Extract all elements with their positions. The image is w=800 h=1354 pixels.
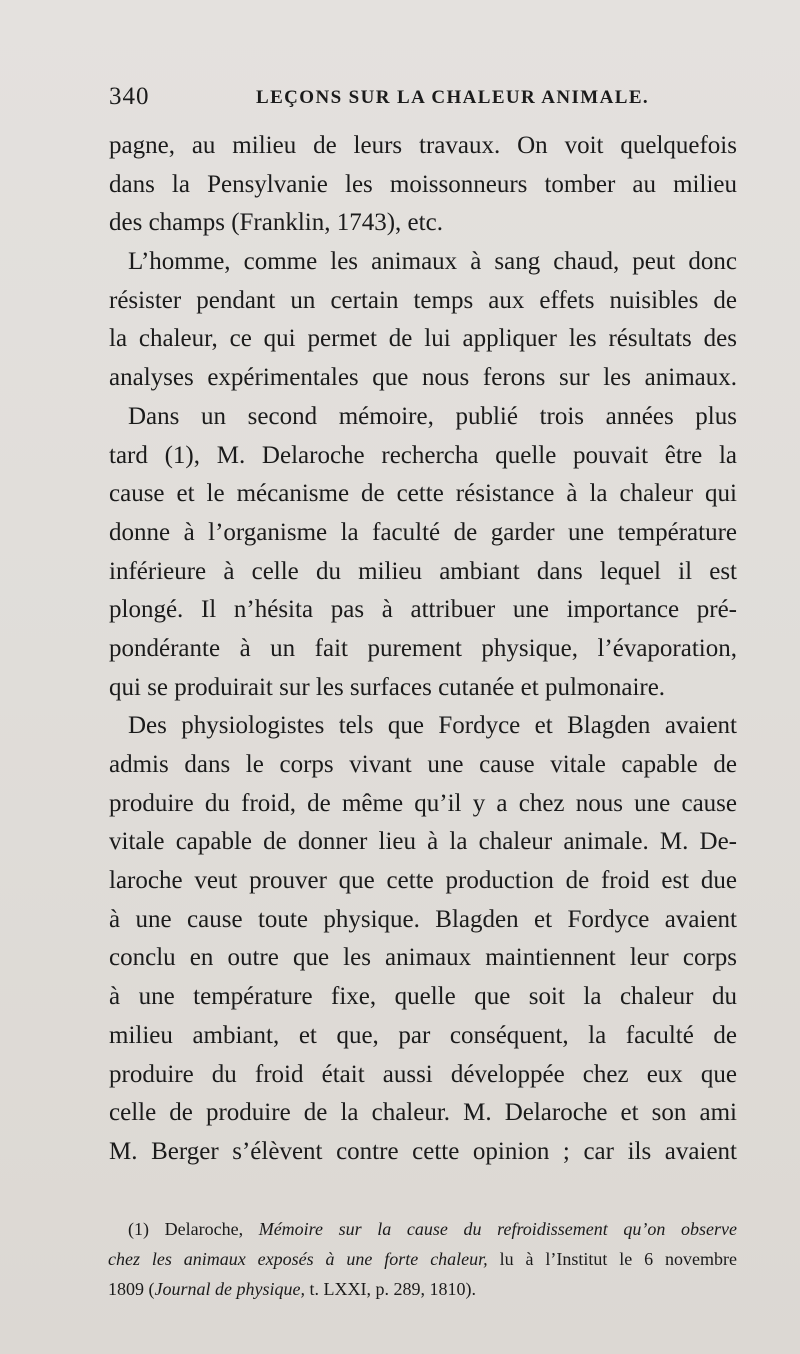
text-line: cause et le mécanisme de cette résistance à la chaleur qui: [109, 480, 737, 508]
text-line: qui se produirait sur les surfaces cutanée et pulmonaire.: [109, 673, 666, 701]
text-line: conclu en outre que les animaux maintiennent leur corps: [109, 944, 737, 972]
text-line: la chaleur, ce qui permet de lui appliquer les résultats des: [109, 325, 737, 353]
footnote-line: [108, 1244, 737, 1274]
footnote-author: Delaroche,: [164, 1219, 244, 1239]
text-line: M. Berger s’élèvent contre cette opinion ; car ils avaient: [109, 1137, 737, 1165]
text-line: donne à l’organisme la faculté de garder une température: [109, 518, 737, 546]
running-title: LEÇONS SUR LA CHALEUR ANIMALE.: [256, 87, 650, 108]
text-line: dans la Pensylvanie les moissonneurs tomber au milieu: [109, 170, 737, 198]
page-number: 340: [109, 83, 150, 110]
text-line: tard (1), M. Delaroche rechercha quelle pouvait être la: [109, 441, 737, 469]
footnote-reference: t. LXXI, p. 289, 1810).: [309, 1279, 476, 1299]
footnote-year: 1809: [108, 1279, 144, 1299]
text-line: Des physiologistes tels que Fordyce et Blagden avaient: [128, 712, 737, 740]
footnote-text: lu à l’Institut le 6 novembre: [499, 1249, 738, 1269]
text-line: inférieure à celle du milieu ambiant dans lequel il est: [109, 557, 737, 585]
text-line: des champs (Franklin, 1743), etc.: [109, 209, 443, 237]
text-line: milieu ambiant, et que, par conséquent, la faculté de: [109, 1021, 737, 1049]
footnote-journal: Journal de physique,: [154, 1279, 305, 1299]
footnote-marker: (1): [128, 1219, 149, 1239]
text-line: admis dans le corps vivant une cause vitale capable de: [109, 751, 737, 778]
text-line: vitale capable de donner lieu à la chaleur animale. M. De-: [109, 828, 737, 856]
text-line: produire du froid était aussi développée chez eux que: [109, 1060, 737, 1088]
page-header: [109, 83, 709, 113]
footnote-line: 1809 (Journal de physique, t. LXXI, p. 289, 1810).: [108, 1279, 476, 1299]
text-line: analyses expérimentales que nous ferons sur les animaux.: [109, 364, 737, 392]
text-line: laroche veut prouver que cette production de froid est due: [109, 867, 737, 895]
footnote-title: Mémoire sur la cause du refroidissement qu’on observe: [258, 1219, 737, 1239]
body-text: [109, 127, 737, 1172]
footnote-line: [128, 1214, 737, 1244]
text-line: à une température fixe, quelle que soit la chaleur du: [109, 983, 737, 1011]
text-line: celle de produire de la chaleur. M. Delaroche et son ami: [109, 1099, 737, 1127]
text-line: à une cause toute physique. Blagden et Fordyce avaient: [109, 905, 737, 933]
text-line: pondérante à un fait purement physique, l’évaporation,: [109, 634, 737, 662]
text-line: Dans un second mémoire, publié trois années plus: [128, 402, 737, 430]
text-line: produire du froid, de même qu’il y a chez nous une cause: [109, 789, 737, 817]
text-line: pagne, au milieu de leurs travaux. On voit quelquefois: [109, 132, 737, 159]
text-line: L’homme, comme les animaux à sang chaud, peut donc: [128, 248, 737, 276]
footnote-title-cont: chez les animaux exposés à une forte chaleur,: [108, 1249, 488, 1269]
footnote: [108, 1214, 738, 1304]
text-line: plongé. Il n’hésita pas à attribuer une importance pré-: [109, 596, 737, 624]
text-line: résister pendant un certain temps aux effets nuisibles de: [109, 286, 737, 314]
